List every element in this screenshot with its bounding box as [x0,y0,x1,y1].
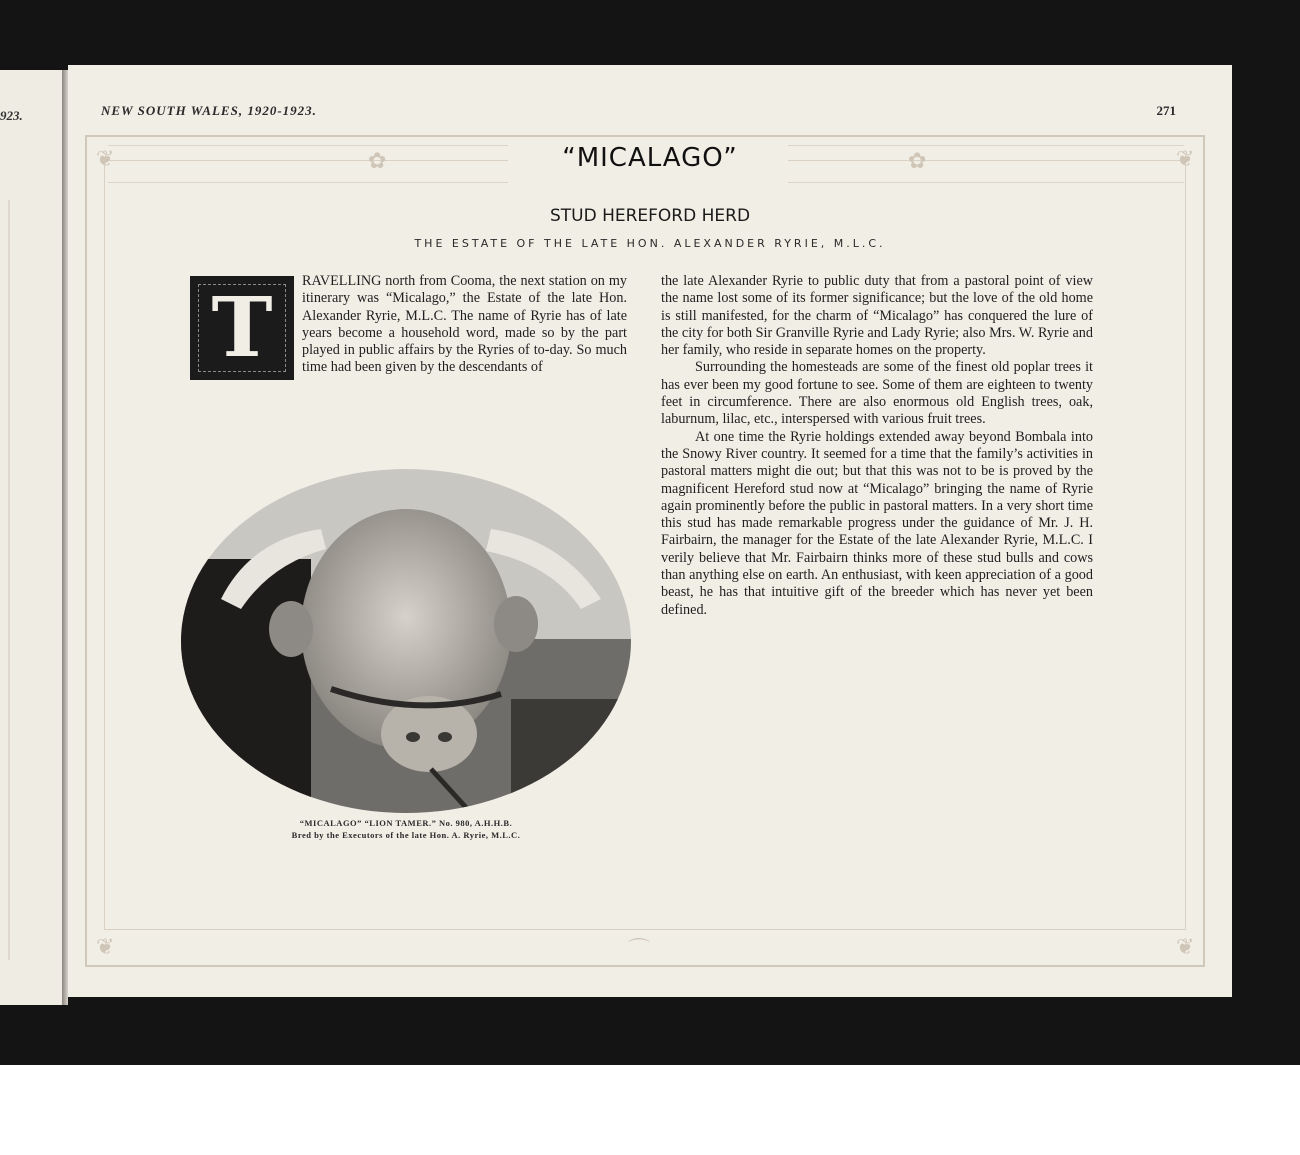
corner-ornament-icon: ❦ [1176,147,1195,172]
drop-cap [190,276,294,380]
left-page-ornament [8,200,60,960]
left-page-running-head: 923. [0,108,23,123]
band-ornament-icon: ✿ [368,149,387,174]
bull-ear [269,601,313,657]
bull-shoulder [511,699,631,813]
paragraph: At one time the Ryrie holdings extended away beyond Bombala into the Snowy River country. It seemed for a time that the family’s activities in pastoral matters might die out; but that this was not to be is proved by the magnificent Hereford stud now at “Micalago” bringing the name of Ryrie again prominently before the public in pastoral matters. In a very short time this stud has made remarkable progress under the guidance of Mr. J. H. Fairbairn, the manager for the Estate of the late Alexander Ryrie, M.L.C. I verily believe that Mr. Fairbairn thinks more of these stud bulls and cows than anything else on earth. An enthusiast, with keen appreciation of a good beast, he has that intuitive gift of the breeder which has never yet been defined. [661,428,1093,618]
estate-line: THE ESTATE OF THE LATE HON. ALEXANDER RYRIE, M.L.C. [414,237,886,250]
nostril [438,732,452,742]
corner-ornament-icon: ❦ [96,935,115,960]
running-head: NEW SOUTH WALES, 1920-1923. [101,103,317,118]
bull-photo-svg [181,469,631,813]
corner-ornament-icon: ❦ [96,147,115,172]
article-subtitle: STUD HEREFORD HERD [549,206,751,226]
caption-line: “MICALAGO” “LION TAMER.” No. 980, A.H.H.B. [299,818,513,828]
left-page-edge [0,70,62,1005]
text-column-left [190,273,627,380]
paragraph: RAVELLING north from Cooma, the next station on my itinerary was “Micalago,” the Estate of the late Hon. Alexander Ryrie, M.L.C. The name of Ryrie has of late years become a household word, made so by the part played in public affairs by the Ryries of to-day. So much time had been given by the descendants of [302,273,627,376]
page-number: 271 [1156,103,1176,118]
paragraph: the late Alexander Ryrie to public duty that from a pastoral point of view the name lost some of its former significance; but the love of the old home is still manifested, for the charm of “Micalago” has conquered the lure of the city for both Sir Granville Ryrie and Lady Ryrie; also Mrs. W. Ryrie and her family, who reside in separate homes on the property. [661,273,1093,359]
landscape-vignette-icon: ⌒ [628,938,651,963]
text-column-right [661,273,1093,619]
paragraph: Surrounding the homesteads are some of the finest old poplar trees it has ever been my good fortune to see. Some of them are eighteen to twenty feet in circumference. There are also enormous old English trees, oak, laburnum, lilac, etc., interspersed with various fruit trees. [661,359,1093,428]
page [68,65,1232,997]
corner-ornament-icon: ❦ [1176,935,1195,960]
photo-caption [178,817,634,841]
bull-ear [494,596,538,652]
band-ornament-icon: ✿ [908,149,927,174]
caption-line: Bred by the Executors of the late Hon. A. Ryrie, M.L.C. [291,830,521,840]
bull-photo [181,469,631,813]
article-title: “MICALAGO” [562,143,738,173]
drop-cap-letter: T [211,280,273,376]
nostril [406,732,420,742]
